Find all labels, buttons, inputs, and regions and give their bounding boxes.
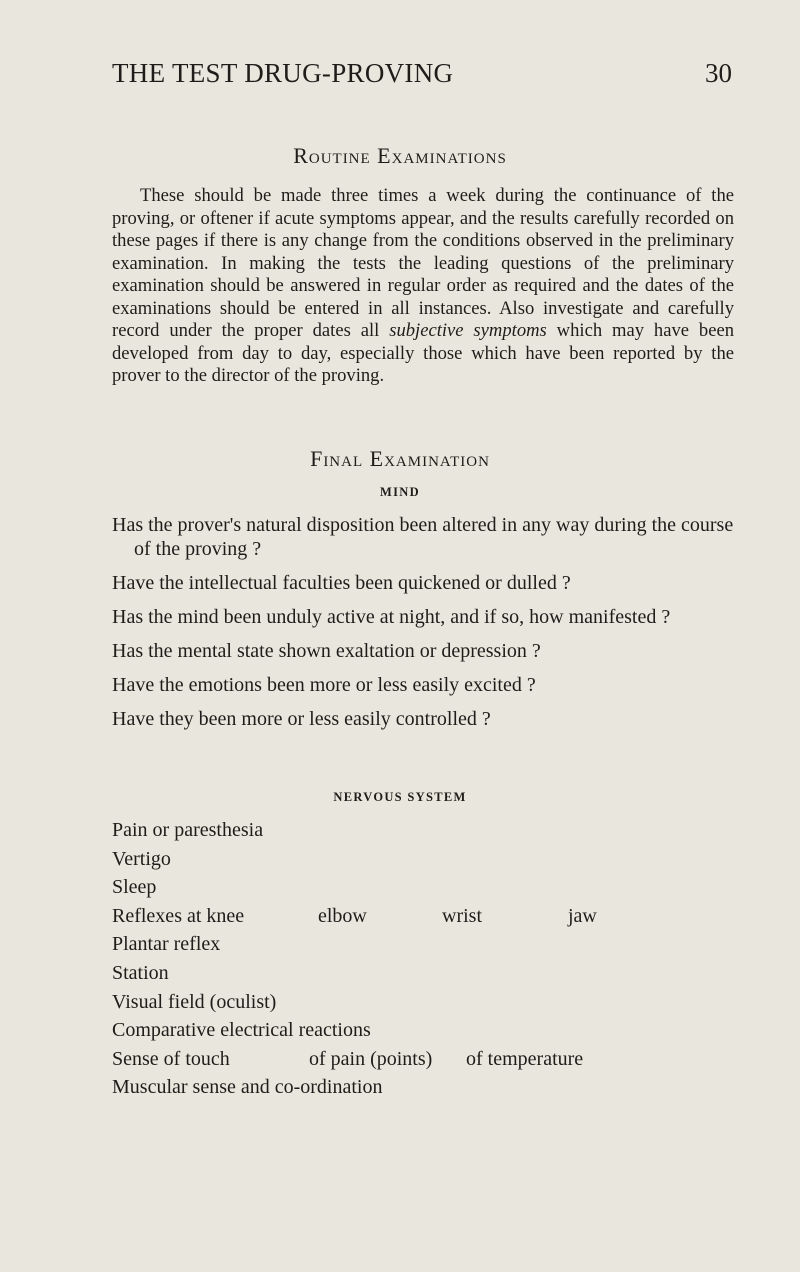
routine-paragraph bbox=[112, 185, 734, 388]
running-head bbox=[112, 58, 732, 98]
nervous-item-electrical: Comparative electrical reactions bbox=[112, 1019, 371, 1042]
sense-of-touch: Sense of touch bbox=[112, 1047, 230, 1070]
nervous-item-station: Station bbox=[112, 961, 169, 984]
routine-examinations-heading: Routine Examinations bbox=[293, 143, 507, 168]
routine-paragraph-emphasis: subjective symptoms bbox=[389, 320, 547, 341]
reflex-elbow: elbow bbox=[318, 904, 367, 927]
mind-question-1: Has the prover's natural disposition been altered in any way during the course of the proving ? bbox=[112, 514, 734, 560]
running-title: THE TEST DRUG-PROVING bbox=[112, 58, 454, 88]
nervous-item-visual-field: Visual field (oculist) bbox=[112, 990, 277, 1013]
routine-paragraph-text-2: which may have been developed from day to day, especially those which have been reported by the prover to the director of the proving. bbox=[112, 320, 734, 386]
reflex-wrist: wrist bbox=[442, 904, 482, 927]
mind-question-3: Has the mind been unduly active at night, and if so, how manifested ? bbox=[112, 606, 671, 628]
nervous-item-reflexes bbox=[112, 902, 734, 931]
mind-questions bbox=[112, 513, 734, 731]
mind-question-2: Have the intellectual faculties been quickened or dulled ? bbox=[112, 572, 571, 594]
sense-of-pain: of pain (points) bbox=[309, 1047, 433, 1070]
routine-paragraph-text-1: These should be made three times a week during the continuance of the proving, or oftener if acute symptoms appear, and the results carefully recorded on these pages if there is any change from the conditions observed in the preliminary examination. In making the tests the leading questions of the preliminary examination should be answered in regular order as required and the dates of the examinations should be entered in all instances. Also investigate and carefully record under the proper dates all bbox=[112, 185, 734, 341]
mind-question-4: Has the mental state shown exaltation or depression ? bbox=[112, 640, 541, 662]
nervous-item-sense bbox=[112, 1045, 734, 1074]
nervous-item-sleep: Sleep bbox=[112, 876, 157, 899]
nervous-item-plantar: Plantar reflex bbox=[112, 933, 221, 956]
nervous-item-vertigo: Vertigo bbox=[112, 847, 171, 870]
nervous-item-pain: Pain or paresthesia bbox=[112, 819, 264, 841]
sense-of-temperature: of temperature bbox=[466, 1047, 584, 1070]
nervous-system-list bbox=[112, 816, 734, 1102]
page-number: 30 bbox=[705, 58, 732, 88]
nervous-item-muscular: Muscular sense and co-ordination bbox=[112, 1076, 383, 1099]
mind-question-5: Have the emotions been more or less easily excited ? bbox=[112, 674, 536, 696]
routine-paragraph-block bbox=[112, 185, 734, 388]
mind-subheading: MIND bbox=[380, 485, 420, 499]
reflex-knee: Reflexes at knee bbox=[112, 904, 245, 927]
reflex-jaw: jaw bbox=[568, 904, 597, 927]
final-examination-heading: Final Examination bbox=[310, 446, 490, 471]
mind-question-6: Have they been more or less easily controlled ? bbox=[112, 708, 491, 730]
nervous-system-subheading: NERVOUS SYSTEM bbox=[333, 790, 467, 804]
